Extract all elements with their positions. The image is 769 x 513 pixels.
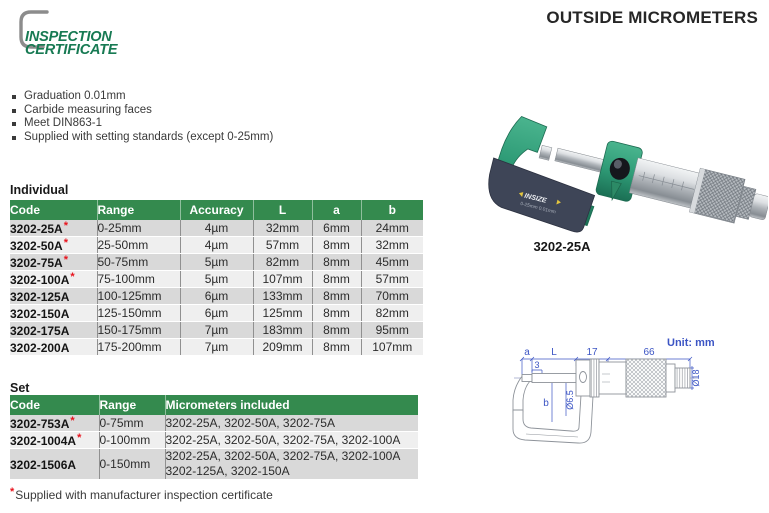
a-cell: 8mm: [312, 305, 361, 322]
dimension-label-3: 3: [534, 360, 540, 370]
frame-base: [513, 395, 593, 443]
feature-text: Graduation 0.01mm: [24, 90, 126, 102]
range-cell: 50-75mm: [97, 254, 180, 271]
L-cell: 183mm: [253, 322, 312, 339]
accuracy-cell: 6µm: [180, 305, 253, 322]
column-header-range: Range: [97, 200, 180, 220]
accuracy-cell: 7µm: [180, 339, 253, 356]
a-cell: 8mm: [312, 271, 361, 288]
b-cell: 32mm: [361, 237, 423, 254]
certificate-star: *: [63, 220, 68, 232]
table-row: [10, 322, 423, 339]
L-cell: 209mm: [253, 339, 312, 356]
column-header-accuracy: Accuracy: [180, 200, 253, 220]
feature-item: [10, 104, 273, 118]
sleeve-outline: [599, 362, 626, 394]
a-cell: 8mm: [312, 254, 361, 271]
table-row: [10, 305, 423, 322]
table-row: [10, 254, 423, 271]
accuracy-cell: 4µm: [180, 220, 253, 237]
code-cell: 3202-175A: [10, 324, 70, 338]
feature-list: [10, 90, 273, 144]
spec-label: 0-25mm 0.01mm: [519, 201, 557, 216]
logo-line2: CERTIFICATE: [25, 42, 118, 58]
L-cell: 107mm: [253, 271, 312, 288]
unit-label: Unit: mm: [667, 337, 715, 349]
column-header-L: L: [253, 200, 312, 220]
set-table: [10, 395, 418, 480]
table-row: [10, 415, 418, 432]
range-cell: 125-150mm: [97, 305, 180, 322]
code-cell: 3202-1506A: [10, 458, 77, 472]
sleeve-barrel: [629, 158, 702, 209]
certificate-star: *: [63, 254, 68, 266]
dimension-label-66: 66: [643, 347, 655, 358]
certificate-star: *: [70, 271, 75, 283]
certificate-star: *: [77, 432, 82, 444]
table-row: [10, 271, 423, 288]
L-cell: 82mm: [253, 254, 312, 271]
individual-table: [10, 200, 423, 356]
table-row: [10, 449, 418, 480]
table-row: [10, 288, 423, 305]
feature-text: Supplied with setting standards (except 0-25mm): [24, 130, 274, 143]
technical-drawing: [486, 330, 769, 480]
column-header-code: Code: [10, 395, 99, 415]
set-header-row: [10, 395, 418, 415]
L-cell: 32mm: [253, 220, 312, 237]
included-cell: [165, 415, 418, 432]
page-title: OUTSIDE MICROMETERS: [546, 8, 758, 27]
range-cell: 0-150mm: [99, 449, 165, 480]
accuracy-cell: 4µm: [180, 237, 253, 254]
spindle-outline: [532, 374, 576, 383]
code-cell: 3202-200A: [10, 341, 70, 355]
table-row: [10, 432, 418, 449]
inspection-certificate-logo: [8, 6, 158, 60]
included-cell: [165, 449, 418, 480]
step-outline: [666, 364, 675, 392]
dimension-label-17: 17: [586, 347, 598, 358]
dimension-label-a: a: [524, 347, 530, 358]
range-cell: 0-100mm: [99, 432, 165, 449]
certificate-star: *: [10, 486, 15, 498]
spindle: [555, 148, 607, 173]
column-header-range: Range: [99, 395, 165, 415]
dimension-label-L: L: [551, 347, 557, 358]
set-section-label: Set: [10, 381, 30, 395]
accuracy-cell: 6µm: [180, 288, 253, 305]
included-line: 3202-125A, 3202-150A: [165, 464, 290, 478]
feature-item: [10, 90, 273, 104]
b-cell: 107mm: [361, 339, 423, 356]
L-cell: 57mm: [253, 237, 312, 254]
individual-section-label: Individual: [10, 183, 69, 197]
b-cell: 82mm: [361, 305, 423, 322]
feature-text: Meet DIN863-1: [24, 117, 102, 129]
table-row: [10, 220, 423, 237]
column-header-code: Code: [10, 200, 97, 220]
range-cell: 100-125mm: [97, 288, 180, 305]
anvil-outline: [522, 375, 532, 382]
column-header-included: Micrometers included: [165, 395, 418, 415]
range-cell: 0-75mm: [99, 415, 165, 432]
accuracy-cell: 7µm: [180, 322, 253, 339]
dimension-label-dia-thimble: Ø18: [691, 369, 701, 387]
a-cell: 6mm: [312, 220, 361, 237]
b-cell: 45mm: [361, 254, 423, 271]
range-cell: 0-25mm: [97, 220, 180, 237]
code-cell: 3202-50A: [10, 239, 63, 253]
b-cell: 95mm: [361, 322, 423, 339]
included-line: 3202-25A, 3202-50A, 3202-75A: [165, 415, 335, 430]
range-cell: 150-175mm: [97, 322, 180, 339]
range-cell: 175-200mm: [97, 339, 180, 356]
a-cell: 8mm: [312, 288, 361, 305]
feature-item: [10, 131, 273, 145]
range-cell: 75-100mm: [97, 271, 180, 288]
ratchet-outline: [675, 368, 690, 388]
accuracy-cell: 5µm: [180, 254, 253, 271]
feature-text: Carbide measuring faces: [24, 103, 152, 116]
included-line: 3202-25A, 3202-50A, 3202-75A, 3202-100A: [165, 449, 401, 463]
L-cell: 133mm: [253, 288, 312, 305]
footnote: [10, 486, 273, 502]
footnote-text: Supplied with manufacturer inspection certificate: [15, 488, 273, 502]
b-cell: 70mm: [361, 288, 423, 305]
table-row: [10, 339, 423, 356]
side-view-outline: [513, 359, 690, 443]
column-header-a: a: [312, 200, 361, 220]
code-cell: 3202-753A: [10, 417, 70, 431]
b-cell: 24mm: [361, 220, 423, 237]
dimension-label-dia-spindle: Ø6.5: [565, 390, 575, 410]
range-cell: 25-50mm: [97, 237, 180, 254]
dimension-label-b: b: [543, 398, 549, 409]
code-cell: 3202-100A: [10, 273, 70, 287]
lock-outline: [580, 372, 587, 383]
b-cell: 57mm: [361, 271, 423, 288]
code-cell: 3202-150A: [10, 307, 70, 321]
knurl-ring: [590, 359, 599, 397]
accuracy-cell: 5µm: [180, 271, 253, 288]
anvil: [539, 145, 552, 160]
thimble-knurl: [626, 359, 666, 397]
a-cell: 8mm: [312, 322, 361, 339]
certificate-star: *: [70, 415, 75, 427]
included-line: 3202-25A, 3202-50A, 3202-75A, 3202-100A: [165, 432, 401, 447]
code-cell: 3202-125A: [10, 290, 70, 304]
included-cell: [165, 432, 418, 449]
code-cell: 3202-1004A: [10, 434, 77, 448]
column-header-b: b: [361, 200, 423, 220]
product-photo: [486, 112, 768, 242]
certificate-star: *: [63, 237, 68, 249]
a-cell: 8mm: [312, 339, 361, 356]
photo-caption: 3202-25A: [533, 239, 591, 254]
a-cell: 8mm: [312, 237, 361, 254]
brand-label: INSIZE: [523, 192, 548, 205]
table-row: [10, 237, 423, 254]
L-cell: 125mm: [253, 305, 312, 322]
logo-line1: INSPECTION: [25, 29, 112, 45]
individual-header-row: [10, 200, 423, 220]
code-cell: 3202-25A: [10, 222, 63, 236]
feature-item: [10, 117, 273, 131]
code-cell: 3202-75A: [10, 256, 63, 270]
